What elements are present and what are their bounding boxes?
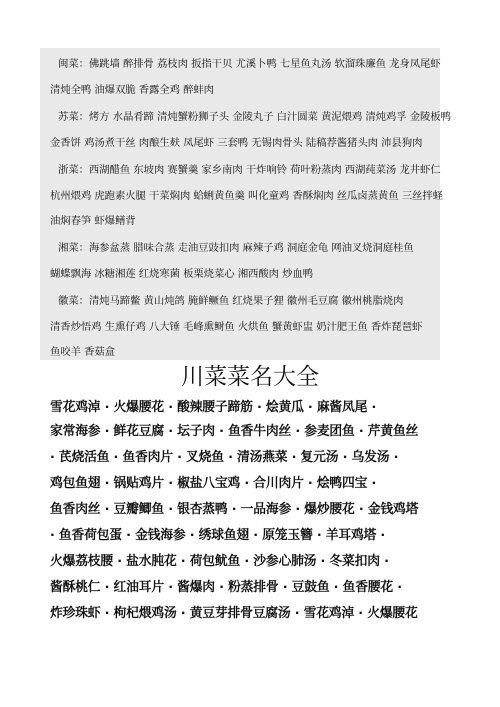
zhe-cuisine-line-2: 杭州煨鸡 虎跑素火腿 干菜焖肉 蛤蜊黄鱼羹 叫化童鸡 香酥焖肉 丝瓜卤蒸黄鱼 三丝拌蛏 — [50, 190, 443, 202]
dish-line-2: 家常海参 · 鲜花豆腐 · 坛子肉 · 鱼香牛肉丝 · 参麦团鱼 · 芹黄鱼丝 — [50, 424, 419, 439]
dish-line-4: 鸡包鱼翅 · 锅贴鸡片 · 椒盐八宝鸡 · 合川肉片 · 烩鸭四宝 · — [50, 476, 377, 491]
dish-line-5: 鱼香肉丝 · 豆瓣鲫鱼 · 银杏蒸鸭 · 一品海参 · 爆炒腰花 · 金钱鸡塔 — [50, 502, 419, 517]
dish-line-8: 酱酥桃仁 · 红油耳片 · 酱爆肉 · 粉蒸排骨 · 豆鼓鱼 · 鱼香腰花 · — [50, 580, 402, 595]
hui-cuisine-line-3: 鱼咬羊 香菇盒 — [50, 346, 115, 358]
dish-line-6: · 鱼香荷包蛋 · 金钱海参 · 绣球鱼翅 · 原笼玉簪 · 羊耳鸡塔 · — [50, 528, 386, 543]
zhe-cuisine-line-3: 油焖春笋 虾爆鳝背 — [50, 215, 136, 227]
su-cuisine-line-1: 苏菜：烤方 水晶肴蹄 清炖蟹粉狮子头 金陵丸子 白汁圆菜 黄泥煨鸡 清炖鸡孚 金陵板鸭 — [58, 111, 451, 123]
hui-cuisine-line-1: 徽菜：清炖马蹄鳖 黄山炖鸽 腌鲜鳜鱼 红烧果子狸 徽州毛豆腐 徽州桃脂烧肉 — [58, 295, 404, 307]
sichuan-dishes-title: 川菜菜名大全 — [181, 364, 319, 390]
min-cuisine-line-1: 闽菜：佛跳墙 醉排骨 荔枝肉 扳指干贝 尤溪卜鸭 七星鱼丸汤 软溜珠廉鱼 龙身凤尾虾 — [58, 58, 441, 70]
dish-line-9: 炸珍珠虾 · 枸杞煨鸡汤 · 黄豆芽排骨豆腐汤 · 雪花鸡淖 · 火爆腰花 — [50, 606, 418, 621]
zhe-cuisine-line-1: 浙菜：西湖醋鱼 东坡肉 赛蟹羹 家乡南肉 干炸响铃 荷叶粉蒸肉 西湖莼菜汤 龙井虾仁 — [58, 164, 441, 176]
xiang-cuisine-line-1: 湘菜：海参盆蒸 腊味合蒸 走油豆豉扣肉 麻辣子鸡 洞庭金龟 网油叉烧洞庭桂鱼 — [58, 242, 414, 254]
hui-cuisine-line-2: 清香炒悟鸡 生熏仔鸡 八大锤 毛峰熏鲥鱼 火烘鱼 蟹黄虾盅 奶汁肥王鱼 香炸琵琶虾 — [50, 321, 423, 333]
dish-line-3: · 芪烧活鱼 · 鱼香肉片 · 叉烧鱼 · 清汤燕菜 · 复元汤 · 乌发汤 · — [50, 450, 399, 465]
dish-line-1: 雪花鸡淖 · 火爆腰花 · 酸辣腰子蹄筋 · 烩黄瓜 · 麻酱凤尾 · — [50, 400, 377, 415]
su-cuisine-line-2: 金香饼 鸡汤煮干丝 肉酿生麸 凤尾虾 三套鸭 无锡肉骨头 陆稿荐酱猪头肉 沛县狗肉 — [50, 137, 423, 149]
min-cuisine-line-2: 清炖全鸭 油爆双脆 香露全鸡 醉蚌肉 — [50, 84, 214, 96]
xiang-cuisine-line-2: 蝴蝶飘海 冰糖湘莲 红烧寒菌 板栗烧菜心 湘西酸肉 炒血鸭 — [50, 268, 313, 280]
dish-line-7: 火爆荔枝腰 · 盐水肫花 · 荷包鱿鱼 · 沙参心肺汤 · 冬菜扣肉 · — [50, 554, 389, 569]
